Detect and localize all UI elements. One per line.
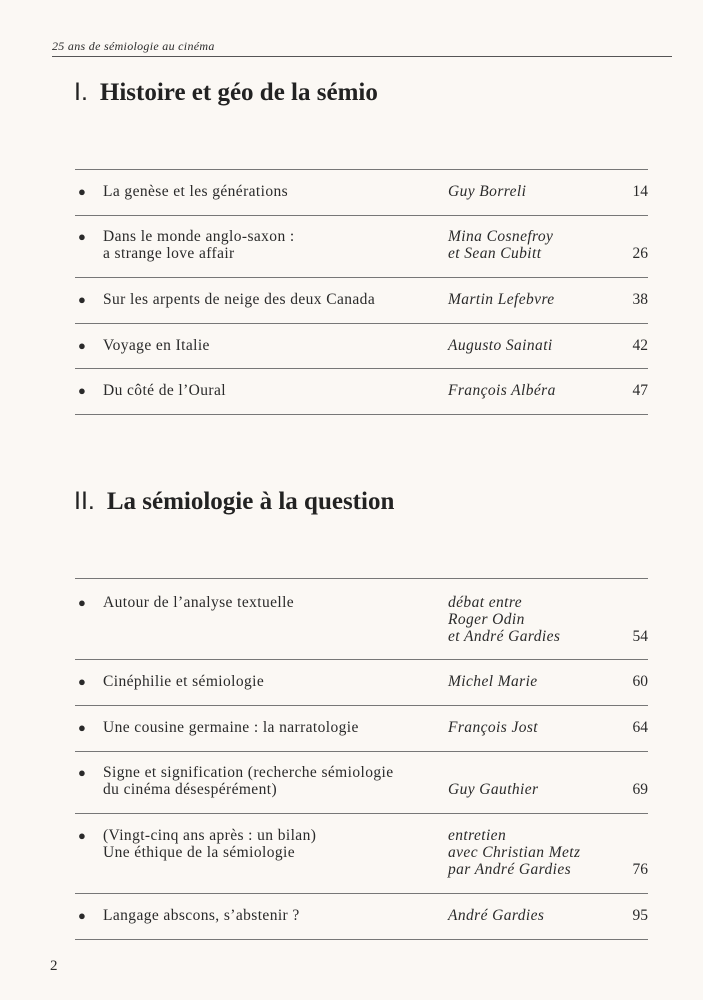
entry-page: 47	[632, 382, 648, 399]
entry-title: Langage abscons, s’abstenir ?	[103, 907, 300, 924]
bullet-icon: ●	[78, 383, 86, 398]
entry-title: Dans le monde anglo-saxon : a strange love affair	[103, 228, 295, 262]
entry-title: (Vingt-cinq ans après : un bilan) Une éthique de la sémiologie	[103, 827, 317, 861]
entry-author: François Albéra	[448, 382, 556, 399]
bullet-icon: ●	[78, 828, 86, 843]
bullet-icon: ●	[78, 184, 86, 199]
toc-section-1	[75, 169, 648, 415]
entry-page: 69	[632, 781, 648, 798]
toc-entry[interactable]	[75, 814, 648, 894]
entry-author: entretien avec Christian Metz par André Gardies	[448, 827, 581, 878]
entry-title: Une cousine germaine : la narratologie	[103, 719, 359, 736]
entry-page: 42	[632, 337, 648, 354]
entry-author: Guy Gauthier	[448, 781, 539, 798]
section-title-text: Histoire et géo de la sémio	[99, 79, 378, 106]
section-title-2	[74, 487, 394, 516]
bullet-icon: ●	[78, 292, 86, 307]
toc-entry[interactable]	[75, 170, 648, 216]
running-head: 25 ans de sémiologie au cinéma	[52, 39, 672, 57]
entry-page: 14	[632, 183, 648, 200]
bullet-icon: ●	[78, 338, 86, 353]
entry-author: Mina Cosnefroy et Sean Cubitt	[448, 228, 554, 262]
entry-page: 95	[632, 907, 648, 924]
entry-author: Guy Borreli	[448, 183, 527, 200]
toc-entry[interactable]	[75, 216, 648, 278]
bullet-icon: ●	[78, 765, 86, 780]
section-title-1	[74, 78, 378, 107]
entry-page: 26	[632, 245, 648, 262]
bullet-icon: ●	[78, 908, 86, 923]
toc-entry[interactable]	[75, 579, 648, 660]
section-number: I.	[74, 78, 88, 106]
entry-title: Du côté de l’Oural	[103, 382, 226, 399]
entry-title: Signe et signification (recherche sémiologie du cinéma désespérément)	[103, 764, 394, 798]
bullet-icon: ●	[78, 595, 86, 610]
entry-author: Augusto Sainati	[448, 337, 553, 354]
bullet-icon: ●	[78, 720, 86, 735]
toc-entry[interactable]	[75, 278, 648, 324]
entry-page: 64	[632, 719, 648, 736]
entry-author: François Jost	[448, 719, 539, 736]
entry-title: Autour de l’analyse textuelle	[103, 594, 295, 611]
entry-page: 54	[632, 628, 648, 645]
toc-entry[interactable]	[75, 660, 648, 706]
entry-author: André Gardies	[448, 907, 545, 924]
entry-title: Sur les arpents de neige des deux Canada	[103, 291, 376, 308]
entry-author: Martin Lefebvre	[448, 291, 555, 308]
toc-section-2	[75, 578, 648, 940]
entry-title: Cinéphilie et sémiologie	[103, 673, 265, 690]
entry-author: débat entre Roger Odin et André Gardies	[448, 594, 561, 645]
entry-title: Voyage en Italie	[103, 337, 210, 354]
section-title-text: La sémiologie à la question	[106, 488, 395, 515]
page-number: 2	[50, 958, 58, 974]
section-number: II.	[74, 487, 95, 515]
entry-author: Michel Marie	[448, 673, 538, 690]
entry-page: 38	[632, 291, 648, 308]
bullet-icon: ●	[78, 674, 86, 689]
entry-title: La genèse et les générations	[103, 183, 289, 200]
toc-entry[interactable]	[75, 894, 648, 940]
toc-entry[interactable]	[75, 369, 648, 415]
bullet-icon: ●	[78, 229, 86, 244]
toc-entry[interactable]	[75, 752, 648, 814]
toc-entry[interactable]	[75, 706, 648, 752]
toc-entry[interactable]	[75, 324, 648, 369]
entry-page: 76	[632, 861, 648, 878]
entry-page: 60	[632, 673, 648, 690]
